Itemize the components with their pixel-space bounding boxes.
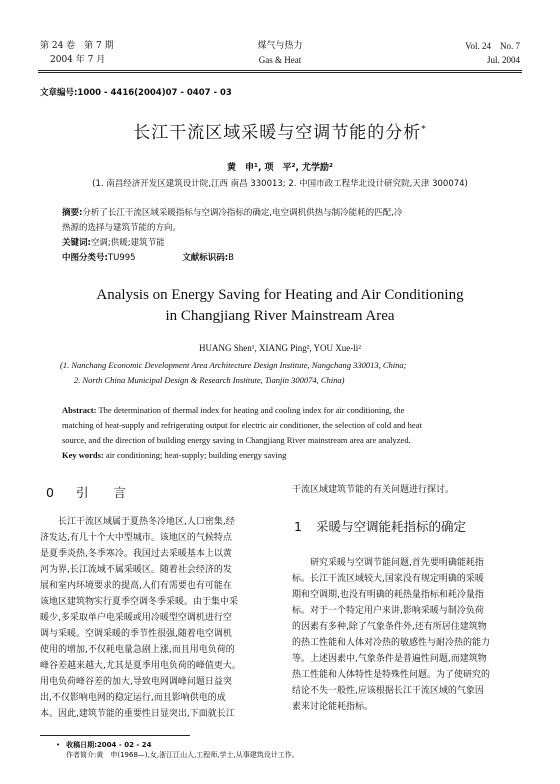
right-column-body	[292, 555, 524, 715]
doc-code-label: 文献标识码:	[182, 253, 229, 263]
date-en: Jul. 2004	[486, 55, 520, 65]
right-column-top-line: 干流区域建筑节能的有关问题进行探讨。	[292, 485, 455, 495]
affiliation-en	[60, 358, 406, 388]
header-rule-bottom	[38, 72, 522, 73]
title-en-line1: Analysis on Energy Saving for Heating and Air Conditioning	[96, 287, 464, 303]
abstract-en	[62, 403, 514, 463]
left-line: 济发达,有几十个大中型城市。该地区的气候特点	[40, 533, 232, 543]
section-0-title: 引 言	[75, 485, 126, 500]
left-column-body	[40, 514, 276, 722]
journal-name-cn: 煤气与热力	[257, 41, 303, 51]
right-line: 等。上述因素中,气象条件是普遍性问题,而建筑物	[292, 654, 487, 664]
left-line: 峰谷差越来越大,尤其是夏季用电负荷的峰值更大。	[40, 661, 241, 671]
abstract-cn-line2: 热源的选择与建筑节能的方向。	[62, 223, 182, 233]
abstract-cn	[62, 206, 402, 266]
date-cn: 2004 年 7 月	[50, 55, 106, 65]
title-en-line2: in Changjiang River Mainstream Area	[165, 308, 395, 324]
footnote	[56, 740, 299, 760]
volume-issue-cn: 第 24 卷 第 7 期	[40, 41, 114, 51]
affiliation-en-line1: (1. Nanchang Economic Development Area Architecture Design Institute, Nangchang 330013, China;	[60, 360, 407, 370]
doc-code: B	[228, 253, 234, 263]
header-rule-top	[38, 70, 522, 71]
right-line: 结论不失一般性,应该根据长江干流区域的气象因	[292, 686, 484, 696]
left-line: 使用的增加,不仅耗电量急剧上涨,而且用电负荷的	[40, 645, 235, 655]
right-line: 的热工性能和人体对冷热的敏感性与耐冷热的能力	[292, 638, 491, 648]
title-footnote-mark: *	[421, 124, 427, 135]
section-0-heading	[46, 483, 126, 501]
left-line: 出,不仅影响电网的稳定运行,而且影响供电的成	[40, 693, 226, 703]
abstract-cn-label: 摘要:	[62, 208, 83, 218]
left-line: 长江干流区域属于夏热冬冷地区,人口密集,经	[40, 517, 235, 527]
affiliation-cn: (1. 南昌经济开发区建筑设计院,江西 南昌 330013; 2. 中国市政工程华北设计研究院,天津 300074)	[92, 179, 468, 189]
abstract-en-line1: The determination of thermal index for heating and cooling index for air conditioning, the	[98, 405, 405, 415]
right-line: 期和空调期,也没有明确的耗热量指标和耗冷量指	[292, 590, 484, 600]
keywords-cn-text: 空调;供暖;建筑节能	[90, 238, 165, 248]
keywords-en-label: Key words:	[62, 450, 104, 460]
footnote-received: 收稿日期:2004 - 02 - 24	[66, 741, 152, 749]
footnote-rule	[40, 735, 190, 736]
affiliation-en-line2: 2. North China Municipal Design & Research Institute, Tianjin 300074, China)	[74, 375, 345, 385]
left-line: 河为界,长江流域不属采暖区。随着社会经济的发	[40, 565, 232, 575]
left-line: 暖少,多采取单户电采暖或用冷暖型空调机进行空	[40, 613, 232, 623]
section-0-number: 0	[46, 485, 54, 500]
right-line: 标。对于一个特定用户来讲,影响采暖与制冷负荷	[292, 606, 484, 616]
left-line: 该地区建筑物实行夏季空调冬季采暖。由于集中采	[40, 597, 239, 607]
abstract-cn-line1: 分析了长江干流区域采暖指标与空调冷指标的确定,电空调机供热与制冷能耗的匹配,冷	[82, 208, 403, 218]
abstract-en-line3: source, and the direction of building energy saving in Changjiang River mainstream area are analyzed.	[62, 435, 411, 445]
journal-name-en: Gas & Heat	[258, 55, 302, 65]
section-1-title: 采暖与空调能耗指标的确定	[315, 519, 466, 534]
right-line: 的因素有多种,除了气象条件外,还有所居住建筑物	[292, 622, 487, 632]
right-line: 研究采暖与空调节能问题,首先要明确能耗指	[292, 558, 484, 568]
title-cn	[40, 118, 520, 143]
left-line: 用电负荷峰谷差的加大,导致电网调峰问题日益突	[40, 677, 232, 687]
authors-en: HUANG Shen¹, XIANG Ping², YOU Xue-li²	[199, 343, 361, 353]
section-1-number: 1	[294, 519, 302, 534]
class-number-label: 中图分类号:	[62, 253, 108, 263]
footnote-bullet: •	[56, 741, 61, 749]
right-line: 素来讨论能耗指标。	[292, 702, 374, 712]
keywords-cn-label: 关键词:	[62, 238, 91, 248]
title-en	[40, 285, 520, 327]
left-line: 本。因此,建筑节能的重要性日显突出,下面就长江	[40, 709, 235, 719]
keywords-en-text: air conditioning; heat-supply; building energy saving	[105, 450, 287, 460]
footnote-author-bio: 作者简介:黄 申(1968—),女,浙江江山人,工程师,学士,从事建筑设计工作。	[66, 751, 299, 759]
left-line: 是夏季炎热,冬季寒冷。我国过去采暖基本上以黄	[40, 549, 232, 559]
abstract-en-label: Abstract:	[62, 405, 97, 415]
article-number: 文章编号:1000 - 4416(2004)07 - 0407 - 03	[40, 88, 232, 98]
section-1-heading	[294, 517, 466, 535]
left-line: 展和室内环境要求的提高,人们有需要也有可能在	[40, 581, 232, 591]
title-cn-text: 长江干流区域采暖与空调节能的分析	[133, 123, 422, 143]
authors-cn: 黄 申¹, 项 平², 尤学励²	[227, 163, 333, 173]
right-line: 热工性能和人体特性是特殊性问题。为了使研究的	[292, 670, 491, 680]
class-number-code: TU995	[107, 253, 136, 263]
right-line: 标。长江干流区域较大,国家没有规定明确的采暖	[292, 574, 484, 584]
left-line: 调与采暖。空调采暖的季节性很强,随着电空调机	[40, 629, 232, 639]
abstract-en-line2: matching of heat-supply and refrigerating output for electric air conditioner, the selection of cold and heat	[62, 420, 422, 430]
volume-issue-en: Vol. 24 No. 7	[465, 41, 520, 51]
